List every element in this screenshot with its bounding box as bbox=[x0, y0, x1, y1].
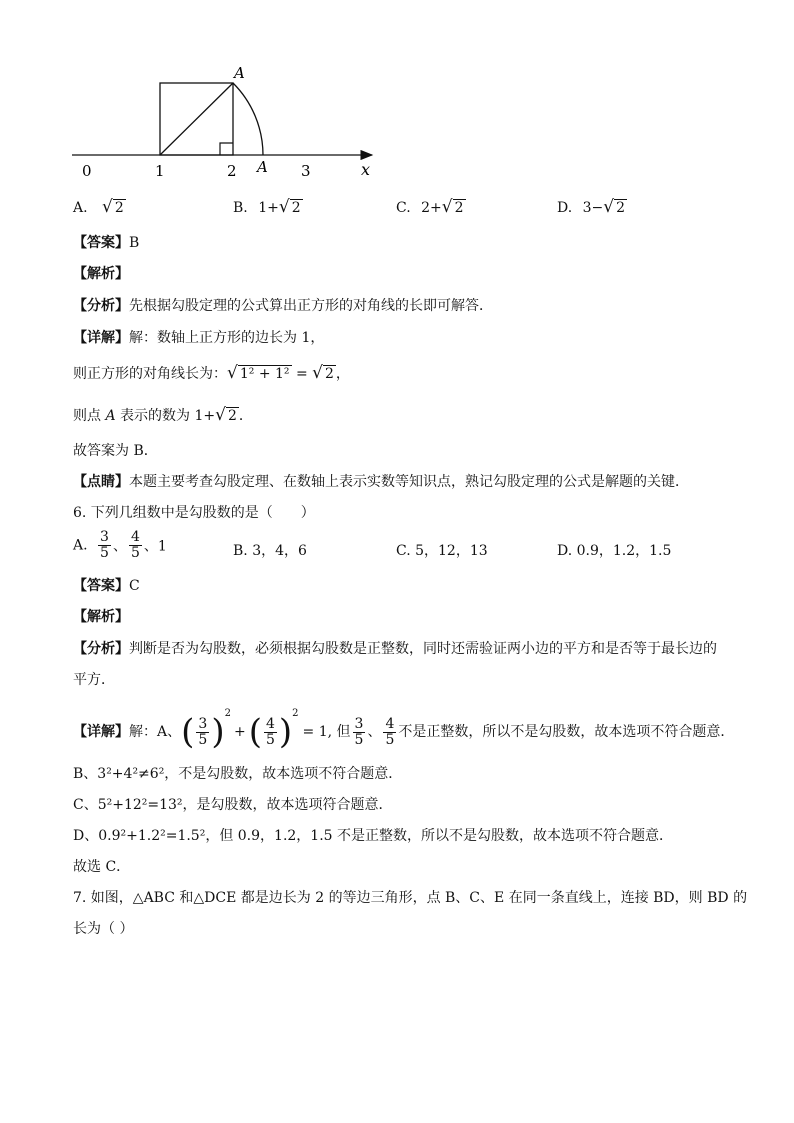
q6-option-a[interactable]: A. $\frac{3}{5}$ 、 $\frac{4}{5}$ 、1 bbox=[73, 529, 167, 561]
point-label-axis: A bbox=[257, 158, 268, 176]
tick-1: 1 bbox=[155, 162, 165, 180]
q6-line-b: B、3²+4²≠6²，不是勾股数，故本选项不符合题意． bbox=[73, 766, 403, 782]
arc bbox=[233, 83, 263, 155]
tick-0: 0 bbox=[82, 162, 92, 180]
right-angle-mark bbox=[220, 143, 233, 155]
q6-line-d: D、0.9²+1.2²=1.5²，但 0.9，1.2，1.5 不是正整数，所以不是勾股数，故本选项不符合题意． bbox=[73, 828, 674, 844]
q5-option-a[interactable]: A. √ 2 bbox=[73, 197, 124, 217]
q6-stem: 6. 下列几组数中是勾股数的是（ ） bbox=[73, 505, 315, 521]
q5-option-c[interactable]: C. 2+ √ 2 bbox=[396, 197, 464, 217]
q6-answer: 【答案】C bbox=[73, 578, 140, 594]
tick-2: 2 bbox=[227, 162, 237, 180]
q5-detail-3: 则点 A 表示的数为 1+ √ 2 ． bbox=[73, 405, 253, 425]
q5-analysis-tag: 【解析】 bbox=[73, 266, 129, 282]
q5-conclusion: 故答案为 B． bbox=[73, 443, 158, 459]
q6-conclusion: 故选 C． bbox=[73, 859, 131, 875]
q5-fenxi: 【分析】先根据勾股定理的公式算出正方形的对角线的长即可解答． bbox=[73, 298, 493, 314]
diagonal bbox=[160, 83, 233, 155]
q6-fenxi-1: 【分析】判断是否为勾股数，必须根据勾股数是正整数，同时还需验证两小边的平方和是否等于最长边的 bbox=[73, 641, 717, 657]
q5-detail-1: 【详解】解：数轴上正方形的边长为 1， bbox=[73, 330, 325, 346]
q6-fenxi-2: 平方． bbox=[73, 672, 115, 688]
q6-analysis-tag: 【解析】 bbox=[73, 609, 129, 625]
point-label-top: A bbox=[234, 64, 245, 82]
tick-3: 3 bbox=[301, 162, 311, 180]
q5-option-b[interactable]: B. 1+ √ 2 bbox=[233, 197, 301, 217]
q7-stem-2: 长为（ ） bbox=[73, 921, 134, 937]
q6-option-b[interactable]: B. 3，4，6 bbox=[233, 543, 307, 559]
q6-option-d[interactable]: D. 0.9，1.2，1.5 bbox=[557, 543, 672, 559]
axis-label-x: x bbox=[361, 160, 371, 179]
q6-detail-a: 【详解】解：A、( $\frac{3}{5}$ )$^2$+( $\frac{4}{5}$ )$^2$= 1, 但 $\frac{3}{5}$ 、 $\frac{4}{5}$ 不是正整数，所以不是勾股数，故本选项不符合题意． bbox=[73, 708, 735, 752]
q6-option-c[interactable]: C. 5，12，13 bbox=[396, 543, 488, 559]
q5-dianjing: 【点睛】本题主要考查勾股定理、在数轴上表示实数等知识点，熟记勾股定理的公式是解题的关键． bbox=[73, 474, 689, 490]
q5-option-d[interactable]: D. 3− √ 2 bbox=[557, 197, 626, 217]
number-line-figure bbox=[60, 58, 390, 183]
q7-stem-1: 7. 如图，△ABC 和△DCE 都是边长为 2 的等边三角形，点 B、C、E 在同一条直线上，连接 BD，则 BD 的 bbox=[73, 890, 748, 906]
q5-answer: 【答案】B bbox=[73, 235, 140, 251]
q6-line-c: C、5²+12²=13²，是勾股数，故本选项符合题意． bbox=[73, 797, 393, 813]
q5-detail-2: 则正方形的对角线长为： √ 1² + 1² = √ 2 ， bbox=[73, 363, 350, 383]
